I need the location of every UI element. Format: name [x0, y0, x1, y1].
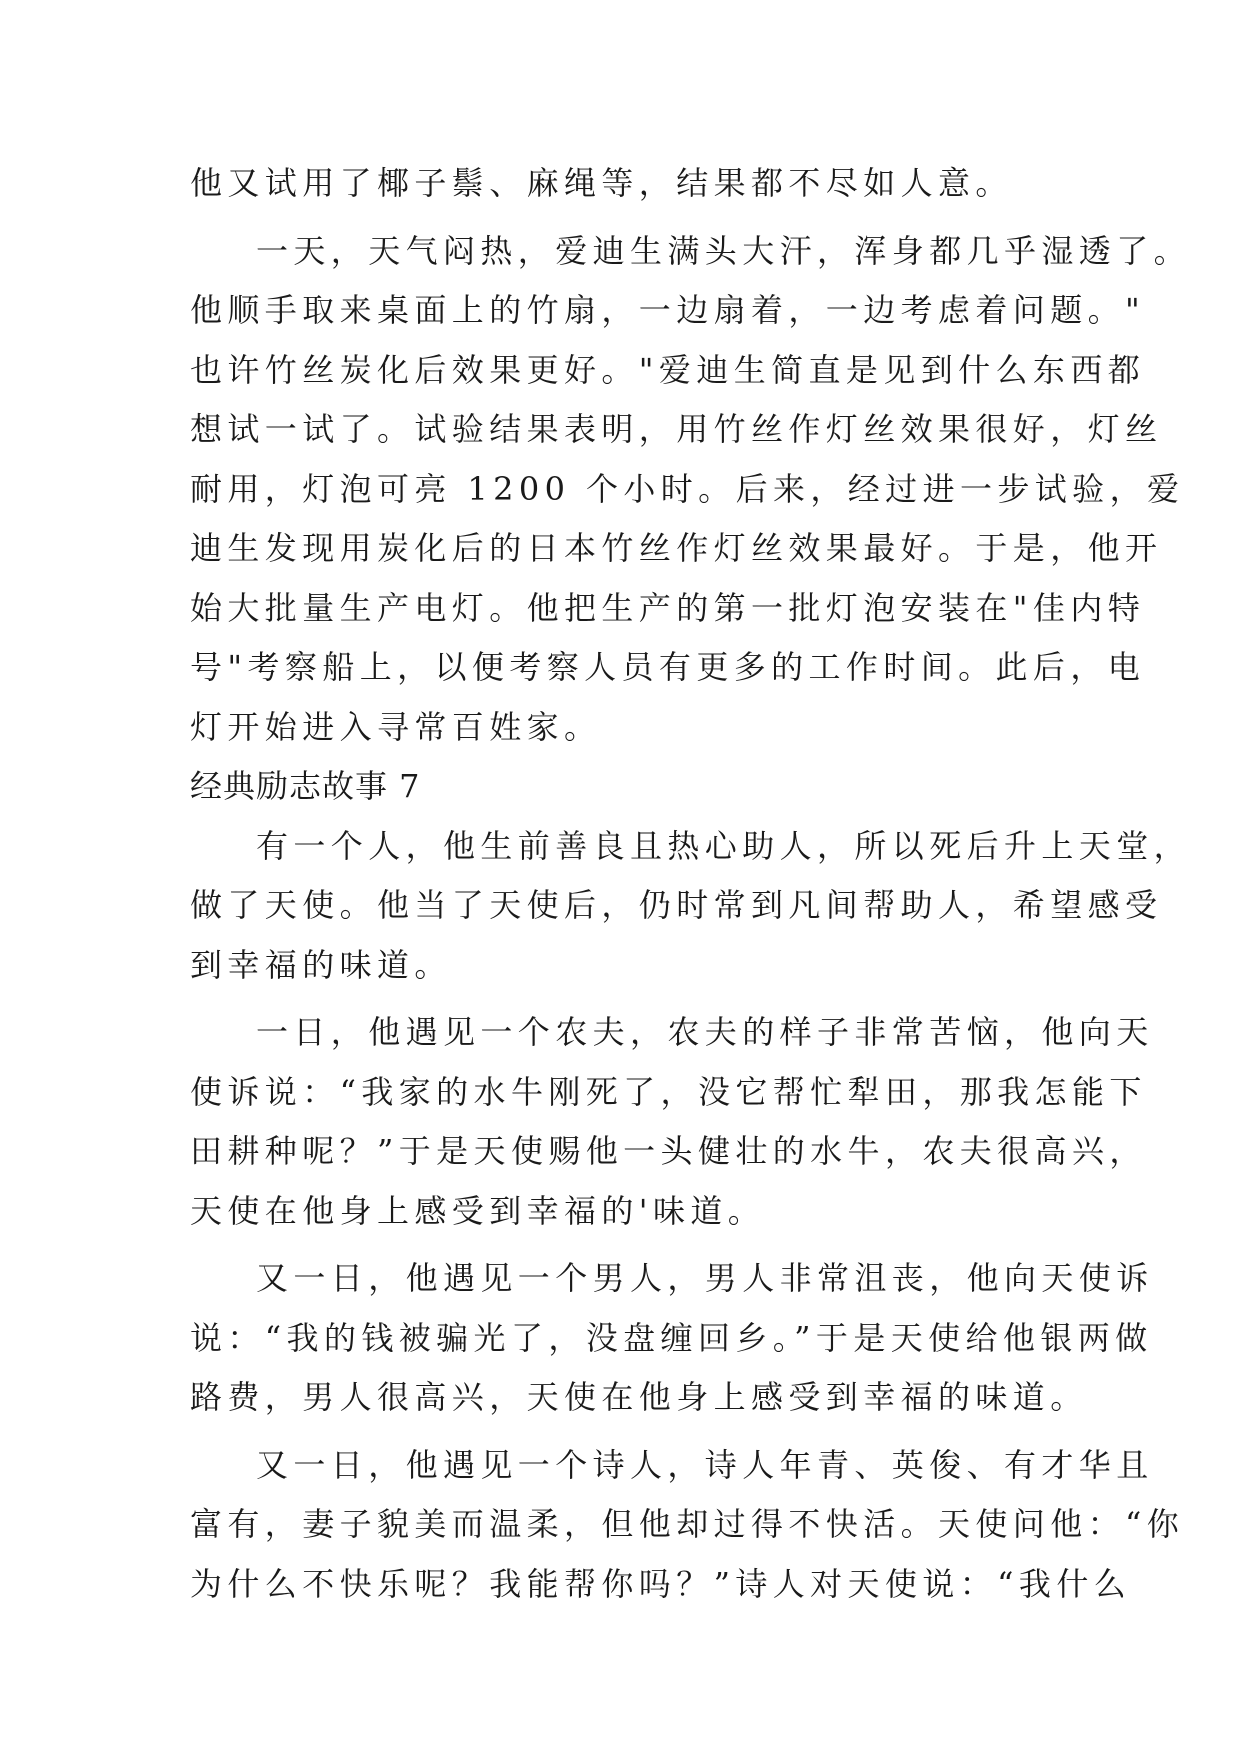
text-line: 他顺手取来桌面上的竹扇，一边扇着，一边考虑着问题。"	[190, 291, 1146, 329]
paragraph-first-line: 一日，他遇见一个农夫，农夫的样子非常苦恼，他向天	[256, 1013, 1154, 1051]
text-line: 迪生发现用炭化后的日本竹丝作灯丝效果最好。于是，他开	[190, 529, 1163, 567]
text-line: 使诉说：“我家的水牛刚死了，没它帮忙犁田，那我怎能下	[190, 1072, 1147, 1111]
text-line: 做了天使。他当了天使后，仍时常到凡间帮助人，希望感受	[190, 886, 1163, 924]
paragraph-first-line: 一天，天气闷热，爱迪生满头大汗，浑身都几乎湿透了。	[256, 231, 1192, 270]
text-line: 为什么不快乐呢？我能帮你吗？”诗人对天使说：“我什么	[190, 1564, 1132, 1603]
text-line: 号"考察船上，以便考察人员有更多的工作时间。此后，电	[190, 648, 1146, 686]
text-line: 田耕种呢？”于是天使赐他一头健壮的水牛，农夫很高兴，	[190, 1132, 1147, 1170]
text-line: 始大批量生产电灯。他把生产的第一批灯泡安装在"佳内特	[190, 588, 1146, 627]
section-heading: 经典励志故事 7	[190, 767, 421, 805]
text-line: 灯开始进入寻常百姓家。	[190, 707, 602, 746]
text-line: 想试一试了。试验结果表明，用竹丝作灯丝效果很好，灯丝	[190, 410, 1163, 448]
text-line: 说：“我的钱被骗光了，没盘缠回乡。”于是天使给他银两做	[190, 1318, 1153, 1357]
text-line: 富有，妻子貌美而温柔，但他却过得不快活。天使问他：“你	[190, 1505, 1185, 1543]
paragraph-first-line: 有一个人，他生前善良且热心助人，所以死后升上天堂，	[256, 826, 1192, 865]
text-line: 天使在他身上感受到幸福的'味道。	[190, 1191, 766, 1230]
paragraph-first-line: 又一日，他遇见一个男人，男人非常沮丧，他向天使诉	[256, 1259, 1154, 1297]
text-line: 也许竹丝炭化后效果更好。"爱迪生简直是见到什么东西都	[190, 350, 1146, 389]
paragraph-first-line: 又一日，他遇见一个诗人，诗人年青、英俊、有才华且	[256, 1445, 1154, 1484]
body-text	[190, 154, 1192, 1614]
text-line: 他又试用了椰子鬃、麻绳等，结果都不尽如人意。	[190, 164, 1013, 202]
text-line: 路费，男人很高兴，天使在他身上感受到幸福的味道。	[190, 1378, 1088, 1416]
text-line: 到幸福的味道。	[190, 945, 452, 984]
text-line: 耐用，灯泡可亮 1200 个小时。后来，经过进一步试验，爱	[190, 469, 1185, 508]
